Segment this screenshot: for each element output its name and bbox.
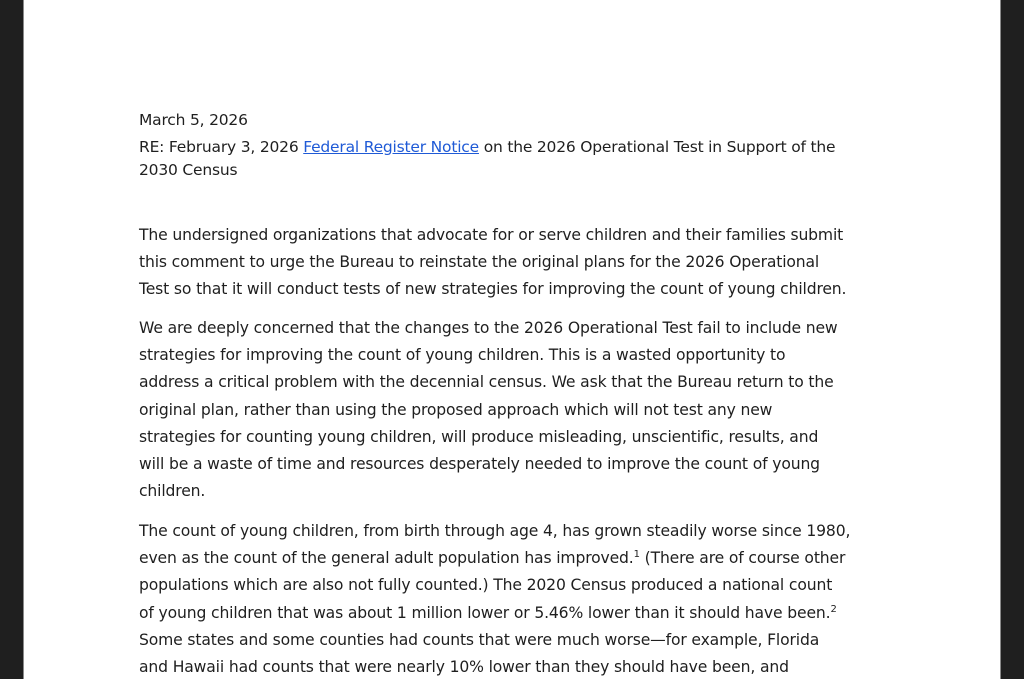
paragraph-line: strategies for improving the count of young children. This is a wasted opportunity to — [139, 346, 786, 365]
paragraph-2 — [139, 315, 899, 505]
paragraph-1 — [139, 222, 899, 304]
paragraph-line: The undersigned organizations that advocate for or serve children and their families submit — [139, 226, 844, 244]
paragraph-line: Some states and some counties had counts that were much worse—for example, Florida — [139, 630, 820, 649]
re-line-2: 2030 Census — [139, 161, 238, 179]
paragraph-line: original plan, rather than using the proposed approach which will not test any new — [139, 400, 773, 419]
paragraph-text: even as the count of the general adult population has improved. — [139, 549, 634, 568]
paragraph-line: We are deeply concerned that the changes to the 2026 Operational Test fail to include new — [139, 319, 838, 337]
paragraph-line — [139, 600, 899, 627]
paragraph-line: address a critical problem with the decennial census. We ask that the Bureau return to the — [139, 373, 834, 392]
paragraph-line: The count of young children, from birth through age 4, has grown steadily worse since 1980, — [139, 522, 851, 540]
paragraph-line — [139, 545, 899, 572]
paragraph-text: (There are of course other — [639, 549, 846, 568]
federal-register-notice-link[interactable]: Federal Register Notice — [303, 138, 479, 156]
document-page — [23, 0, 1001, 679]
paragraph-line: Test so that it will conduct tests of new strategies for improving the count of young children. — [139, 280, 847, 299]
document-content — [139, 108, 899, 677]
re-prefix: RE: February 3, 2026 — [139, 138, 304, 156]
paragraph-line: strategies for counting young children, will produce misleading, unscientific, results, and — [139, 427, 819, 446]
footnote-ref-1[interactable]: 1 — [633, 549, 640, 561]
re-suffix: on the 2026 Operational Test in Support of the — [478, 138, 836, 156]
paragraph-line: and Hawaii had counts that were nearly 10% lower than they should have been, and — [139, 658, 789, 677]
paragraph-3 — [139, 518, 899, 679]
re-line — [139, 136, 899, 182]
paragraph-line: this comment to urge the Bureau to reinstate the original plans for the 2026 Operational — [139, 253, 820, 272]
paragraph-line: will be a waste of time and resources desperately needed to improve the count of young — [139, 455, 820, 474]
paragraph-line: populations which are also not fully counted.) The 2020 Census produced a national count — [139, 576, 833, 595]
paragraph-text: of young children that was about 1 million lower or 5.46% lower than it should have been. — [139, 603, 831, 622]
letter-date: March 5, 2026 — [139, 111, 248, 129]
footnote-ref-2[interactable]: 2 — [830, 603, 837, 615]
paragraph-line: children. — [139, 482, 206, 501]
